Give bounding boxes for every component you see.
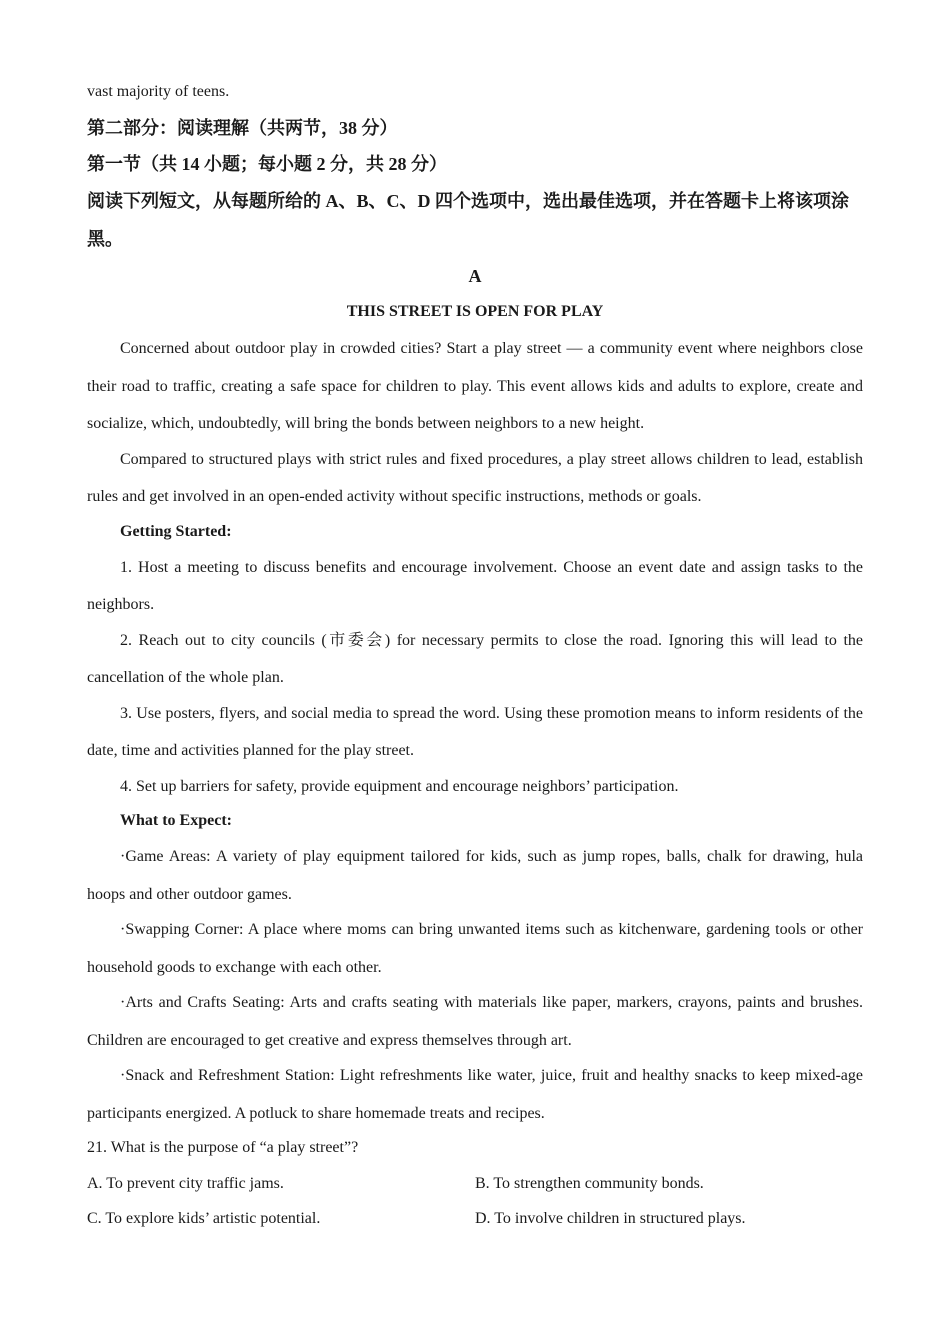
passage-letter: A bbox=[468, 266, 482, 286]
option-d: D. To involve children in structured plays. bbox=[475, 1210, 746, 1227]
subsection-header: 第一节（共 14 小题；每小题 2 分，共 28 分） bbox=[87, 154, 447, 174]
step-item: 2. Reach out to city councils (市委会) for necessary permits to close the road. Ignoring this will lead to the cancellation of the whole plan. bbox=[87, 631, 863, 686]
step-item: 3. Use posters, flyers, and social media to spread the word. Using these promotion means to inform residents of the date, time and activities planned for the play street. bbox=[87, 704, 863, 759]
passage-title: THIS STREET IS OPEN FOR PLAY bbox=[346, 303, 604, 320]
expect-item: ·Swapping Corner: A place where moms can bring unwanted items such as kitchenware, gardening tools or other household goods to exchange with each other. bbox=[87, 921, 863, 976]
document-content bbox=[87, 74, 863, 1236]
option-c: C. To explore kids’ artistic potential. bbox=[87, 1210, 321, 1227]
option-b: B. To strengthen community bonds. bbox=[475, 1175, 704, 1192]
expect-item: ·Snack and Refreshment Station: Light refreshments like water, juice, fruit and healthy snacks to keep mixed-age participants energized. A potluck to share homemade treats and recipes. bbox=[87, 1067, 863, 1122]
previous-fragment: vast majority of teens. bbox=[87, 83, 230, 100]
expect-item: ·Arts and Crafts Seating: Arts and crafts seating with materials like paper, markers, crayons, paints and brushes. Children are encouraged to get creative and express themselves through art. bbox=[87, 994, 863, 1049]
section-header: 第二部分：阅读理解（共两节，38 分） bbox=[87, 118, 398, 138]
step-item: 1. Host a meeting to discuss benefits and encourage involvement. Choose an event date and assign tasks to the neighbors. bbox=[87, 558, 863, 613]
question-stem: 21. What is the purpose of “a play street”? bbox=[87, 1139, 359, 1156]
what-to-expect-heading: What to Expect: bbox=[120, 812, 232, 829]
expect-item: ·Game Areas: A variety of play equipment tailored for kids, such as jump ropes, balls, chalk for drawing, hula hoops and other outdoor games. bbox=[87, 848, 863, 903]
instructions: 阅读下列短文，从每题所给的 A、B、C、D 四个选项中，选出最佳选项，并在答题卡上将该项涂黑。 bbox=[87, 191, 849, 249]
step-item: 4. Set up barriers for safety, provide equipment and encourage neighbors’ participation. bbox=[120, 777, 679, 795]
getting-started-heading: Getting Started: bbox=[120, 522, 232, 540]
paragraph-comparison: Compared to structured plays with strict rules and fixed procedures, a play street allows children to lead, establish rules and get involved in an open-ended activity without specific instructions, methods or goals. bbox=[87, 450, 863, 505]
answer-options bbox=[87, 1166, 863, 1236]
option-a: A. To prevent city traffic jams. bbox=[87, 1175, 284, 1192]
paragraph-intro: Concerned about outdoor play in crowded cities? Start a play street — a community event where neighbors close their road to traffic, creating a safe space for children to play. This event allows kids and adults to explore, create and socialize, which, undoubtedly, will bring the bonds between neighbors to a new height. bbox=[87, 340, 863, 432]
